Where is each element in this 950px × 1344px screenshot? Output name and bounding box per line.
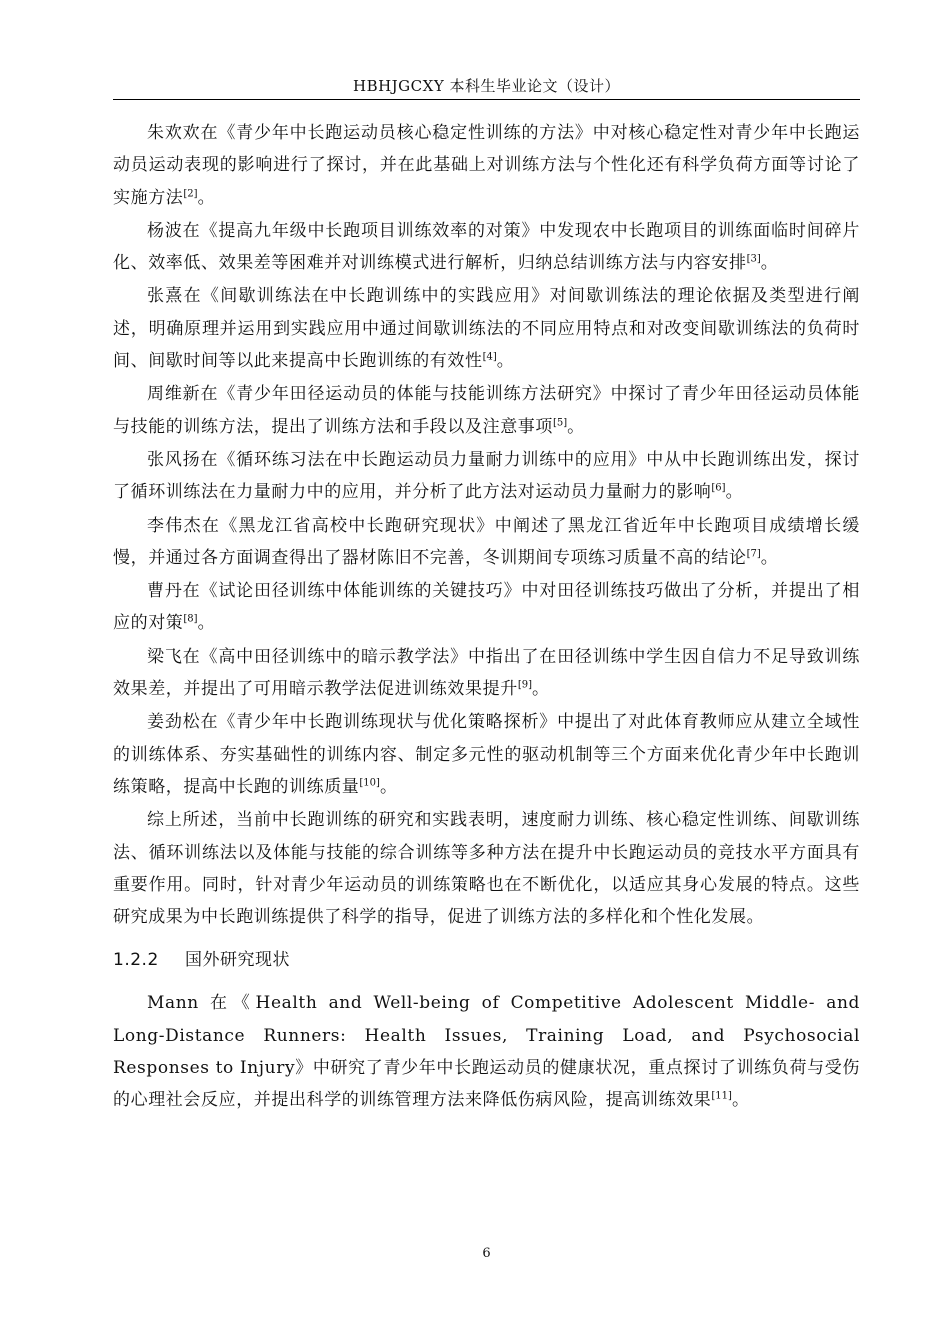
- running-header: HBHJGCXY 本科生毕业论文（设计）: [352, 77, 620, 95]
- citation: [2]: [183, 187, 198, 199]
- paragraph-cao: 曹丹在《试论田径训练中体能训练的关键技巧》中对田径训练技巧做出了分析，并提出了相应的对策[8]。: [113, 581, 860, 634]
- section-number: 1.2.2: [113, 950, 159, 971]
- paragraph-zhu: 朱欢欢在《青少年中长跑运动员核心稳定性训练的方法》中对核心稳定性对青少年中长跑运动员运动表现的影响进行了探讨，并在此基础上对训练方法与个性化还有科学负荷方面等讨论了实施方法[2]。: [113, 123, 860, 208]
- paragraph-zhang-xi: 张熹在《间歇训练法在中长跑训练中的实践应用》对间歇训练法的理论依据及类型进行阐述，明确原理并运用到实践应用中通过间歇训练法的不同应用特点和对改变间歇训练法的负荷时间、间歇时间等以此来提高中长跑训练的有效性[4]。: [113, 286, 860, 372]
- citation: [10]: [359, 777, 380, 789]
- paragraph-li: 李伟杰在《黑龙江省高校中长跑研究现状》中阐述了黑龙江省近年中长跑项目成绩增长缓慢，并通过各方面调查得出了器材陈旧不完善，冬训期间专项练习质量不高的结论[7]。: [113, 515, 860, 568]
- paragraph-liang: 梁飞在《高中田径训练中的暗示教学法》中指出了在田径训练中学生因自信力不足导致训练效果差，并提出了可用暗示教学法促进训练效果提升[9]。: [113, 646, 860, 700]
- paragraph-zhang-feng: 张风扬在《循环练习法在中长跑运动员力量耐力训练中的应用》中从中长跑训练出发，探讨了循环训练法在力量耐力中的应用，并分析了此方法对运动员力量耐力的影响[6]。: [113, 449, 860, 503]
- section-heading: [113, 943, 860, 977]
- paragraph-summary: 综上所述，当前中长跑训练的研究和实践表明，速度耐力训练、核心稳定性训练、间歇训练法、循环训练法以及体能与技能的综合训练等多种方法在提升中长跑运动员的竞技水平方面具有重要作用。同时，针对青少年运动员的训练策略也在不断优化，以适应其身心发展的特点。这些研究成果为中长跑训练提供了科学的指导，促进了训练方法的多样化和个性化发展。: [113, 810, 860, 928]
- page-number: 6: [482, 1246, 491, 1261]
- paragraph-mann: Mann 在《Health and Well-being of Competitive Adolescent Middle- and Long-Distance Runners: Health Issues, Training Load, and Psychosocial Responses to Injury》中研究了青少年中长跑运动员的健康状况，重点探讨了训练负荷与受伤的心理社会反应，并提出科学的训练管理方法来降低伤病风险，提高训练效果[11]。: [113, 993, 860, 1111]
- paragraph-jiang: 姜劲松在《青少年中长跑训练现状与优化策略探析》中提出了对此体育教师应从建立全域性的训练体系、夯实基础性的训练内容、制定多元性的驱动机制等三个方面来优化青少年中长跑训练策略，提高中长跑的训练质量[10]。: [113, 712, 860, 797]
- paragraph-zhou: 周维新在《青少年田径运动员的体能与技能训练方法研究》中探讨了青少年田径运动员体能与技能的训练方法，提出了训练方法和手段以及注意事项[5]。: [113, 384, 860, 437]
- citation: [6]: [711, 482, 726, 494]
- citation: [9]: [517, 679, 532, 691]
- paragraph-yang: 杨波在《提高九年级中长跑项目训练效率的对策》中发现农中长跑项目的训练面临时间碎片化、效率低、效果差等困难并对训练模式进行解析，归纳总结训练方法与内容安排[3]。: [113, 220, 860, 274]
- citation: [7]: [746, 548, 761, 560]
- header-rule: [113, 99, 860, 100]
- section-title: 国外研究现状: [185, 950, 290, 971]
- citation: [8]: [183, 613, 198, 625]
- body-text: [113, 117, 860, 1118]
- citation: [5]: [553, 417, 568, 429]
- citation: [11]: [711, 1090, 732, 1102]
- citation: [4]: [482, 351, 497, 363]
- citation: [3]: [746, 253, 761, 265]
